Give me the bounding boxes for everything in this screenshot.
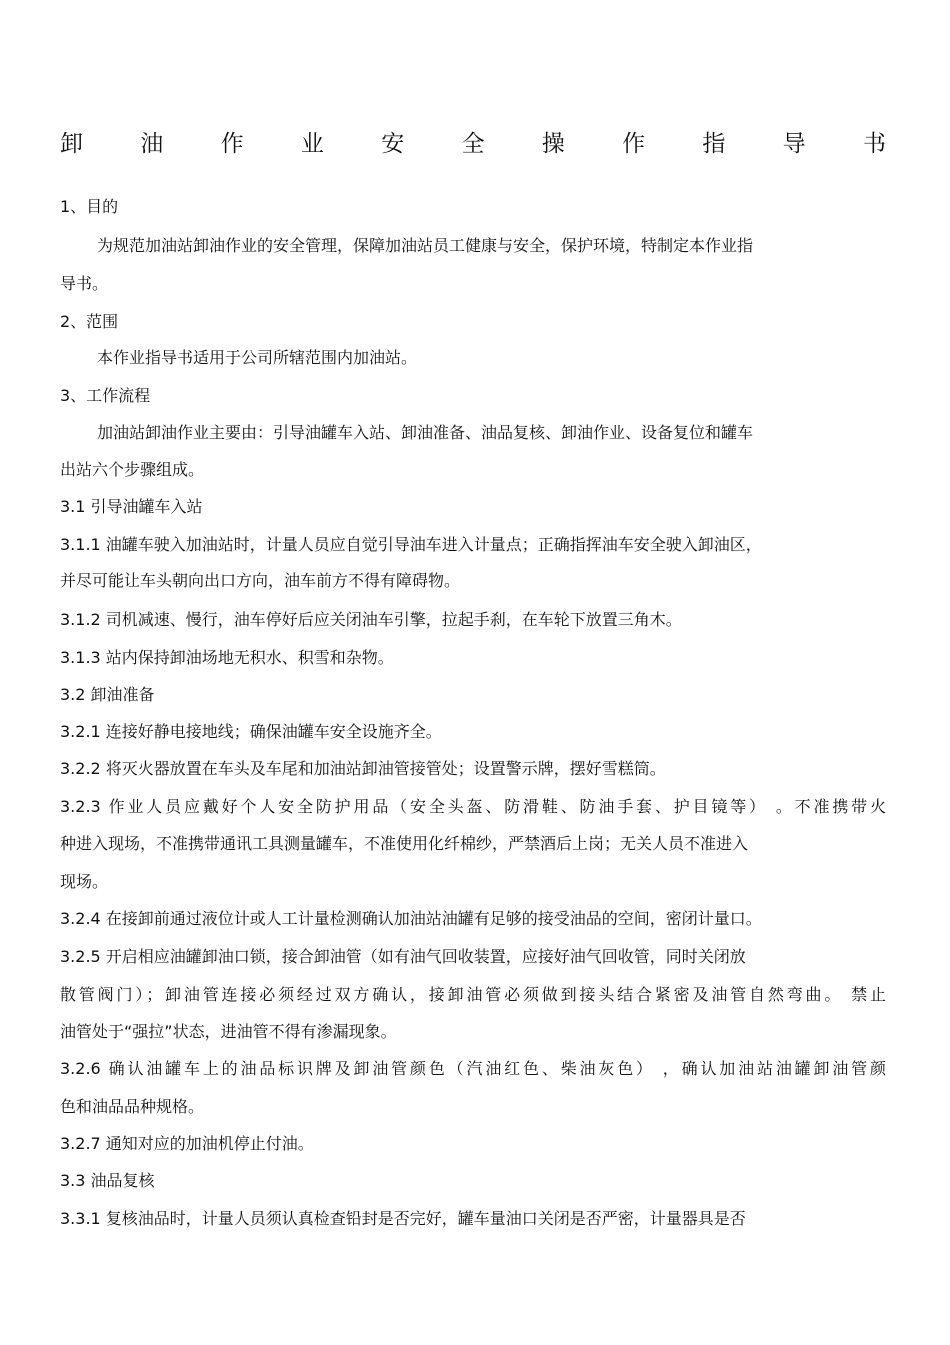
paragraph-line: 色和油品品种规格。 — [60, 1097, 205, 1116]
paragraph-line: 3.3.1 复核油品时，计量人员须认真检查铅封是否完好，罐车量油口关闭是否严密，计量器具是否 — [60, 1209, 746, 1228]
paragraph-line: 导书。 — [60, 274, 109, 293]
title-character: 油 — [140, 131, 164, 157]
paragraph-line: 种进入现场，不准携带通讯工具测量罐车，不准使用化纤棉纱，严禁酒后上岗；无关人员不准进入 — [60, 834, 749, 853]
paragraph-line: 3.1.2 司机减速、慢行，油车停好后应关闭油车引擎，拉起手刹，在车轮下放置三角木。 — [60, 610, 682, 629]
paragraph-line: 现场。 — [60, 872, 109, 891]
title-character: 业 — [300, 131, 324, 157]
paragraph-line: 油管处于“强拉”状态，进油管不得有渗漏现象。 — [60, 1022, 397, 1041]
title-character: 导 — [782, 131, 806, 157]
title-character: 作 — [622, 131, 646, 157]
title-character: 作 — [220, 131, 244, 157]
section-heading-scope: 2、范围 — [60, 312, 119, 331]
subsection-heading: 3.1 引导油罐车入站 — [60, 497, 203, 516]
paragraph-line: 本作业指导书适用于公司所辖范围内加油站。 — [97, 348, 418, 367]
subsection-heading: 3.2 卸油准备 — [60, 685, 155, 704]
paragraph-line: 3.2.2 将灭火器放置在车头及车尾和加油站卸油管接管处；设置警示牌，摆好雪糕筒。 — [60, 759, 666, 778]
section-heading-workflow: 3、工作流程 — [60, 386, 151, 405]
subsection-heading: 3.3 油品复核 — [60, 1171, 155, 1190]
paragraph-line: 为规范加油站卸油作业的安全管理，保障加油站员工健康与安全，保护环境，特制定本作业指 — [97, 236, 754, 255]
paragraph-line: 并尽可能让车头朝向出口方向，油车前方不得有障碍物。 — [60, 571, 461, 590]
paragraph-line: 3.2.4 在接卸前通过液位计或人工计量检测确认加油站油罐有足够的接受油品的空间，密闭计量口。 — [60, 909, 762, 928]
paragraph-line: 3.2.3 作业人员应戴好个人安全防护用品（安全头盔、防滑鞋、防油手套、护目镜等） 。不准携带火 — [60, 797, 886, 816]
title-character: 全 — [461, 131, 485, 157]
document-title — [60, 124, 886, 164]
paragraph-line: 3.2.5 开启相应油罐卸油口锁，接合卸油管（如有油气回收装置，应接好油气回收管，同时关闭放 — [60, 947, 746, 966]
paragraph-line: 3.1.1 油罐车驶入加油站时，计量人员应自觉引导油车进入计量点；正确指挥油车安全驶入卸油区， — [60, 535, 762, 554]
paragraph-line: 出站六个步骤组成。 — [60, 460, 205, 479]
paragraph-line: 散管阀门）；卸油管连接必须经过双方确认，接卸油管必须做到接头结合紧密及油管自然弯曲。 禁止 — [60, 985, 886, 1004]
paragraph-line: 3.2.7 通知对应的加油机停止付油。 — [60, 1134, 314, 1153]
paragraph-line: 3.1.3 站内保持卸油场地无积水、积雪和杂物。 — [60, 648, 394, 667]
title-character: 卸 — [60, 131, 83, 157]
paragraph-line: 加油站卸油作业主要由：引导油罐车入站、卸油准备、油品复核、卸油作业、设备复位和罐车 — [97, 423, 754, 442]
title-character: 安 — [381, 131, 405, 157]
paragraph-line: 3.2.1 连接好静电接地线；确保油罐车安全设施齐全。 — [60, 722, 442, 741]
title-character: 操 — [541, 131, 565, 157]
section-heading-purpose: 1、目的 — [60, 197, 119, 216]
title-character: 指 — [702, 131, 726, 157]
title-character: 书 — [862, 131, 886, 157]
paragraph-line: 3.2.6 确认油罐车上的油品标识牌及卸油管颜色（汽油红色、柴油灰色） ，确认加油站油罐卸油管颜 — [60, 1059, 886, 1078]
